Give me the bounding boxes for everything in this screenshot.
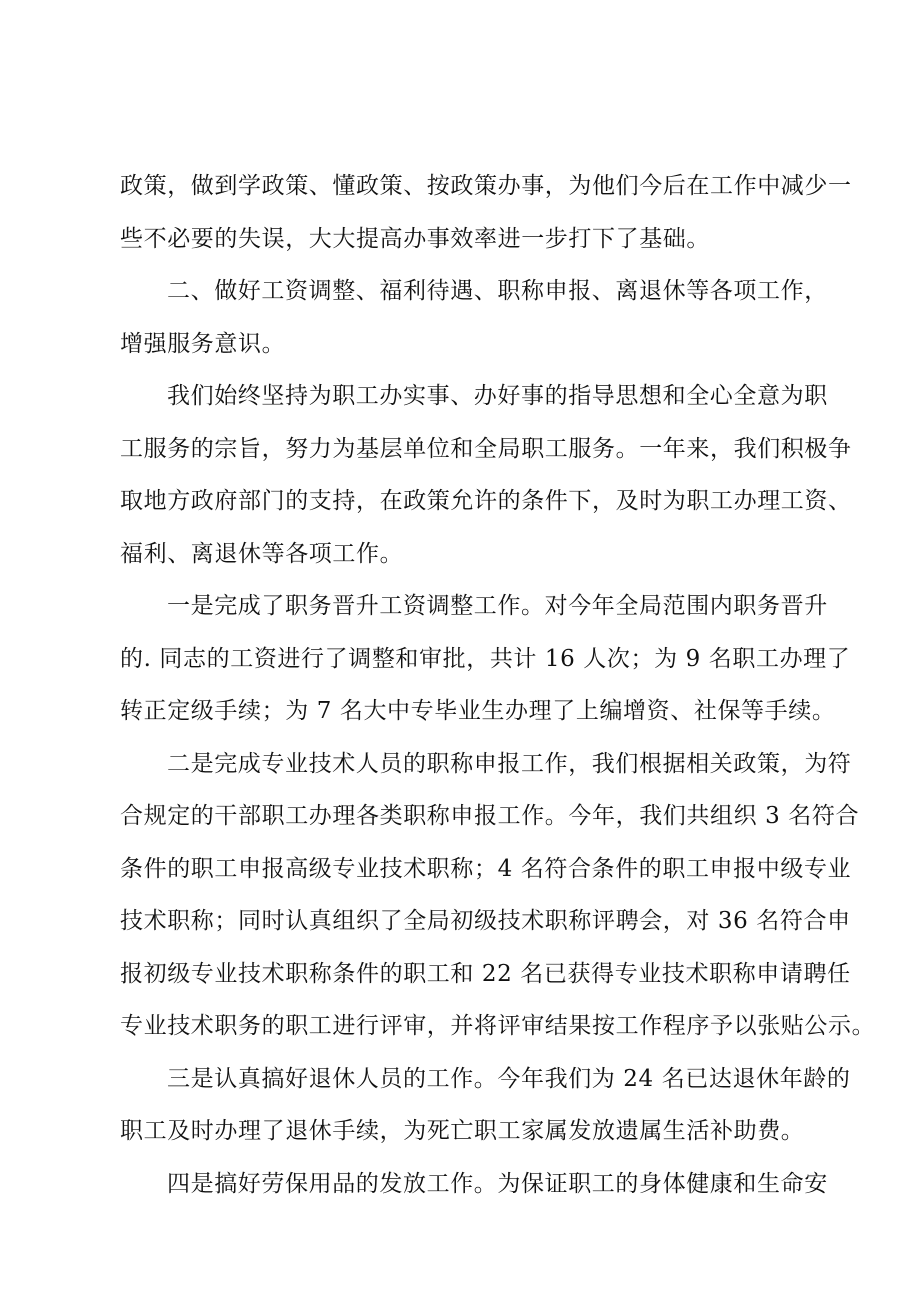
text-line: 些不必要的失误，大大提高办事效率进一步打下了基础。 bbox=[120, 225, 710, 252]
text-line: 职工及时办理了退休手续，为死亡职工家属发放遗属生活补助费。 bbox=[120, 1118, 805, 1144]
text-line: 取地方政府部门的支持，在政策允许的条件下，及时为职工办理工资、 bbox=[120, 488, 852, 514]
text-line: 的. 同志的工资进行了调整和审批，共计 16 人次；为 9 名职工办理了 bbox=[120, 645, 851, 672]
text-line: 政策，做到学政策、懂政策、按政策办事，为他们今后在工作中减少一 bbox=[120, 173, 852, 199]
text-line: 转正定级手续；为 7 名大中专毕业生办理了上编增资、社保等手续。 bbox=[120, 698, 836, 724]
paragraph-first-line: 三是认真搞好退休人员的工作。今年我们为 24 名已达退休年龄的 bbox=[167, 1065, 851, 1092]
text-line: 工服务的宗旨，努力为基层单位和全局职工服务。一年来，我们积极争 bbox=[120, 435, 852, 462]
text-line: 条件的职工申报高级专业技术职称；4 名符合条件的职工申报中级专业 bbox=[120, 855, 852, 882]
paragraph-first-line: 四是搞好劳保用品的发放工作。为保证职工的身体健康和生命安 bbox=[167, 1170, 828, 1197]
text-line: 合规定的干部职工办理各类职称申报工作。今年，我们共组织 3 名符合 bbox=[120, 803, 860, 829]
paragraph-first-line: 一是完成了职务晋升工资调整工作。对今年全局范围内职务晋升 bbox=[167, 593, 828, 619]
text-line: 专业技术职务的职工进行评审，并将评审结果按工作程序予以张贴公示。 bbox=[120, 1013, 876, 1039]
text-line: 报初级专业技术职称条件的职工和 22 名已获得专业技术职称申请聘任 bbox=[120, 960, 851, 987]
text-line: 福利、离退休等各项工作。 bbox=[120, 540, 404, 567]
section-heading-line: 增强服务意识。 bbox=[120, 330, 286, 357]
paragraph-first-line: 二是完成专业技术人员的职称申报工作，我们根据相关政策，为符 bbox=[167, 750, 852, 777]
section-heading-line: 二、做好工资调整、福利待遇、职称申报、离退休等各项工作， bbox=[167, 278, 828, 304]
document-body bbox=[120, 160, 876, 1210]
paragraph-first-line: 我们始终坚持为职工办实事、办好事的指导思想和全心全意为职 bbox=[167, 383, 828, 409]
text-line: 技术职称；同时认真组织了全局初级技术职称评聘会，对 36 名符合申 bbox=[120, 908, 851, 934]
